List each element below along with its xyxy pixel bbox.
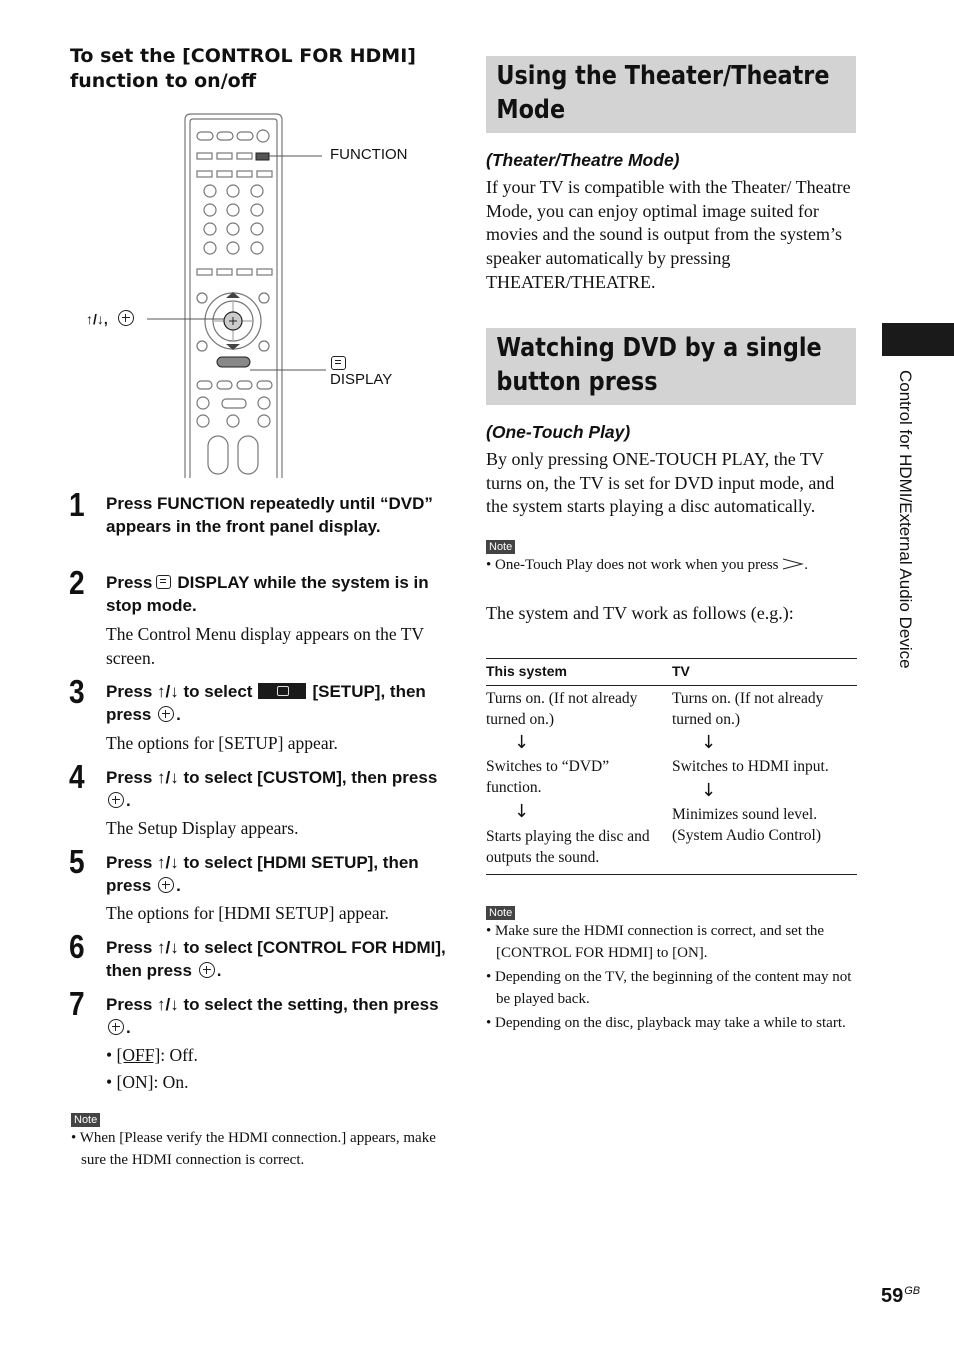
step-number-7: 7 xyxy=(69,985,85,1022)
step-3-text-c: . xyxy=(176,705,181,724)
arrows-callout xyxy=(86,310,136,327)
step-4-text-a: Press ↑/↓ to select [CUSTOM], then press xyxy=(106,768,438,787)
page-suffix: GB xyxy=(904,1285,921,1297)
step-number-2: 2 xyxy=(69,564,85,601)
table-header-rule xyxy=(486,685,857,686)
tv-step-1: Turns on. (If not already turned on.) xyxy=(672,690,824,728)
chapter-side-label: Control for HDMI/External Audio Device xyxy=(896,370,915,669)
step-7-text-b: . xyxy=(126,1018,131,1037)
bottom-note-3: • Depending on the disc, playback may take a while to start. xyxy=(486,1015,846,1031)
option-off: • [OFF]: Off. xyxy=(106,1045,198,1065)
option-on-text: [ON]: On. xyxy=(116,1072,189,1092)
theater-mode-banner xyxy=(486,56,856,133)
bottom-note-3-text: Depending on the disc, playback may take a while to start. xyxy=(495,1015,846,1031)
theater-mode-subtitle: (Theater/Theatre Mode) xyxy=(486,150,680,170)
system-arrow-1: ↓ xyxy=(514,732,530,753)
enter-icon xyxy=(108,1019,124,1035)
step-1-instruction: Press FUNCTION repeatedly until “DVD” appears in the front panel display. xyxy=(106,494,433,536)
note-label: Note xyxy=(71,1113,100,1127)
step-6-text-a: Press ↑/↓ to select [CONTROL FOR HDMI], then press xyxy=(106,938,446,980)
function-callout: FUNCTION xyxy=(330,146,408,163)
one-touch-note: • One-Touch Play does not work when you press . xyxy=(486,557,808,573)
tv-arrow-2: ↓ xyxy=(701,780,717,801)
system-step-2: Switches to “DVD” function. xyxy=(486,758,610,796)
step-5-instruction xyxy=(106,851,446,897)
one-touch-note-badge xyxy=(486,537,515,555)
step-3-instruction xyxy=(106,680,446,726)
bottom-note-badge xyxy=(486,903,515,921)
theater-mode-body: If your TV is compatible with the Theater/ Theatre Mode, you can enjoy optimal image suited for movies and the sound is output from the system’s speaker automatically by pressing THEATER/THEATRE. xyxy=(486,177,851,292)
one-touch-subtitle: (One-Touch Play) xyxy=(486,422,631,442)
section-heading: To set the [CONTROL FOR HDMI] function to on/off xyxy=(70,45,416,92)
setup-toolbox-icon xyxy=(258,683,306,699)
step-4-text-b: . xyxy=(126,791,131,810)
one-touch-banner xyxy=(486,328,856,405)
step-3-text-b: [SETUP], then press xyxy=(106,682,426,724)
one-touch-body: By only pressing ONE-TOUCH PLAY, the TV turns on, the TV is set for DVD input mode, and the system starts playing a disc automatically. xyxy=(486,449,835,517)
bottom-note-1: • Make sure the HDMI connection is correct, and set the [CONTROL FOR HDMI] to [ON]. xyxy=(486,923,825,961)
option-off-value: : Off. xyxy=(160,1045,198,1065)
tv-step-3: Minimizes sound level. (System Audio Control) xyxy=(672,806,821,844)
system-step-1: Turns on. (If not already turned on.) xyxy=(486,690,638,728)
step-number-4: 4 xyxy=(69,758,85,795)
step-6-instruction xyxy=(106,936,446,982)
display-callout: DISPLAY xyxy=(330,371,393,388)
step-5-text-a: Press ↑/↓ to select [HDMI SETUP], then press xyxy=(106,853,419,895)
step-5-text-b: . xyxy=(176,876,181,895)
display-icon xyxy=(331,356,346,370)
theater-mode-title: Using the Theater/Theatre Mode xyxy=(496,61,830,125)
system-step-3: Starts playing the disc and outputs the sound. xyxy=(486,828,650,866)
step-7-text-a: Press ↑/↓ to select the setting, then press xyxy=(106,995,439,1014)
step-number-1: 1 xyxy=(69,486,85,523)
left-note-text: When [Please verify the HDMI connection.] appears, make sure the HDMI connection is correct. xyxy=(79,1130,436,1168)
example-intro: The system and TV work as follows (e.g.): xyxy=(486,603,794,623)
one-touch-note-text-a: One-Touch Play does not work when you press xyxy=(495,557,779,573)
one-touch-title: Watching DVD by a single button press xyxy=(496,333,822,397)
option-on: • [ON]: On. xyxy=(106,1072,189,1092)
step-5-result: The options for [HDMI SETUP] appear. xyxy=(106,903,389,923)
display-icon xyxy=(156,575,171,589)
enter-icon xyxy=(199,962,215,978)
tv-step-2: Switches to HDMI input. xyxy=(672,758,829,775)
step-2-text-a: Press xyxy=(106,573,153,592)
enter-icon xyxy=(108,792,124,808)
play-icon xyxy=(782,558,804,570)
step-4-instruction xyxy=(106,766,446,812)
step-number-5: 5 xyxy=(69,843,85,880)
table-header-system: This system xyxy=(486,663,567,679)
step-7-instruction xyxy=(106,993,446,1039)
note-label: Note xyxy=(486,906,515,920)
page-number xyxy=(881,1285,920,1308)
step-2-result: The Control Menu display appears on the TV screen. xyxy=(106,624,424,668)
left-note-badge xyxy=(71,1110,100,1128)
step-3-text-a: Press ↑/↓ to select xyxy=(106,682,253,701)
table-header-tv: TV xyxy=(672,663,690,679)
left-note: • When [Please verify the HDMI connection.] appears, make sure the HDMI connection is correct. xyxy=(71,1130,436,1168)
option-off-key: [OFF] xyxy=(116,1045,161,1065)
tv-arrow-1: ↓ xyxy=(701,732,717,753)
step-6-text-b: . xyxy=(216,961,222,980)
bottom-note-2: • Depending on the TV, the beginning of the content may not be played back. xyxy=(486,969,852,1007)
system-arrow-2: ↓ xyxy=(514,801,530,822)
bottom-note-1-text: Make sure the HDMI connection is correct, and set the [CONTROL FOR HDMI] to [ON]. xyxy=(495,923,825,961)
step-2-text-b: DISPLAY while the system is in stop mode. xyxy=(106,573,429,615)
enter-icon xyxy=(158,706,174,722)
enter-icon xyxy=(158,877,174,893)
bottom-note-2-text: Depending on the TV, the beginning of the content may not be played back. xyxy=(495,969,852,1007)
step-number-3: 3 xyxy=(69,673,85,710)
enter-icon xyxy=(118,310,134,326)
step-4-result: The Setup Display appears. xyxy=(106,818,299,838)
flow-table xyxy=(486,658,857,875)
chapter-tab xyxy=(882,323,954,356)
arrows-callout-text: ↑/↓, xyxy=(86,311,108,327)
step-2-instruction xyxy=(106,571,446,617)
step-number-6: 6 xyxy=(69,928,85,965)
step-3-result: The options for [SETUP] appear. xyxy=(106,733,338,753)
page-number-value: 59 xyxy=(881,1285,904,1307)
one-touch-note-text-b: . xyxy=(804,557,808,573)
note-label: Note xyxy=(486,540,515,554)
